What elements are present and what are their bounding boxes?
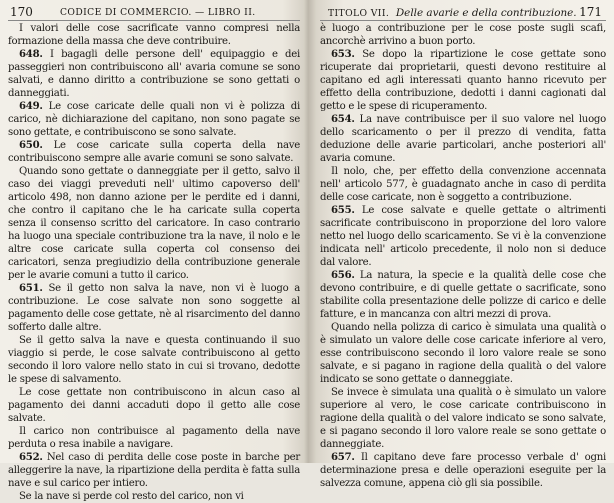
article-paragraph: [320, 386, 606, 451]
article-text: Le cose caricate delle quali non vi è polizza di carico, nè dichiarazione del capitano, non sono pagate se sono gettate, e contribuiscono se sono salvate.: [8, 101, 300, 138]
article-text: La nave contribuisce per il suo valore nel luogo dello scaricamento o per il prezzo di vendita, fatta deduzione delle avarie particolari, anche posteriori all' avaria comune.: [320, 114, 607, 164]
left-page-header: [8, 2, 300, 21]
article-paragraph: [320, 48, 606, 113]
article-text: Se la nave si perde col resto del carico, non vi: [19, 491, 244, 502]
article-paragraph: [320, 204, 606, 269]
article-number: 648.: [19, 48, 43, 60]
article-text: Il carico non contribuisce al pagamento della nave perduta o resa inabile a navigare.: [8, 426, 300, 450]
article-paragraph: [8, 139, 300, 165]
right-page-number: 171: [579, 5, 602, 19]
left-page-text: [8, 22, 300, 503]
article-paragraph: [8, 165, 300, 282]
article-text: Se invece è simulata una qualità o è simulato un valore superiore al vero, le cose caricate contribuiscono in ragione della qualità o del valore indicato se sono salvate, e si pagano secondo il loro valore reale se sono gettate o danneggiate.: [320, 387, 606, 450]
article-text: Se il getto non salva la nave, non vi è luogo a contribuzione. Le cose salvate non sono soggette al pagamento delle cose gettate, nè al risarcimento del danno sofferto dalle altre.: [8, 283, 300, 333]
article-paragraph: [8, 386, 300, 425]
right-running-head: [328, 7, 577, 19]
article-text: Nel caso di perdita delle cose poste in barche per alleggerire la nave, la ripartizione della perdita è fatta sulla nave e sul carico per intiero.: [8, 452, 301, 489]
article-text: Le cose caricate sulla coperta della nave contribuiscono sempre alle avarie comuni se sono salvate.: [8, 140, 300, 164]
article-text: I valori delle cose sacrificate vanno compresi nella formazione della massa che deve contribuire.: [8, 23, 300, 47]
article-paragraph: [8, 48, 300, 100]
article-paragraph: [8, 22, 300, 48]
article-number: 650.: [19, 139, 43, 151]
article-text: La natura, la specie e la qualità delle cose che devono contribuire, e di quelle gettate o sacrificate, sono stabilite colla presentazione delle polizze di carico e delle fatture, e in mancanza con altri mezzi di prova.: [320, 270, 607, 320]
article-paragraph: [8, 490, 300, 503]
left-running-head: CODICE DI COMMERCIO. — LIBRO II.: [60, 7, 256, 18]
article-number: 653.: [331, 48, 355, 60]
article-text: I bagagli delle persone dell' equipaggio e dei passeggieri non contribuiscono all' avaria comune se sono salvati, e danno diritto a contribuzione se sono gettati o danneggiati.: [8, 49, 300, 99]
article-paragraph: [8, 334, 300, 386]
right-page-text: [320, 22, 606, 490]
left-page-number: 170: [10, 5, 33, 19]
article-paragraph: [320, 269, 606, 321]
article-paragraph: [320, 22, 606, 48]
article-number: 652.: [19, 451, 43, 463]
article-number: 657.: [331, 451, 355, 463]
article-paragraph: [320, 165, 606, 204]
article-paragraph: [8, 451, 300, 490]
article-paragraph: [8, 282, 300, 334]
article-number: 649.: [19, 100, 43, 112]
article-paragraph: [8, 100, 300, 139]
article-text: Se dopo la ripartizione le cose gettate sono ricuperate dai proprietarii, questi devono restituire al capitano ed agli interessati quanto hanno ricevuto per effetto della contribuzione, dedotti i danni cagionati dal getto e le spese di ricuperamento.: [320, 49, 606, 112]
article-text: Quando sono gettate o danneggiate per il getto, salvo il caso dei viaggi preveduti nell' ultimo capoverso dell' articolo 498, non danno azione per le perdite ed i danni, che contro il capitano che le ha caricate sulla coperta senza il consenso scritto del caricatore. In caso contrario ha luogo una speciale contribuzione tra la nave, il nolo e le altre cose caricate sulla coperta col consenso dei caricatori, senza pregiudizio della contribuzione generale per le avarie comuni a tutto il carico.: [8, 166, 300, 281]
running-head-subtitle: Delle avarie e della contribuzione.: [395, 7, 577, 19]
article-paragraph: [320, 451, 606, 490]
article-text: Il nolo, che, per effetto della convenzione accennata nell' articolo 577, è guadagnato anche in caso di perdita delle cose caricate, non è soggetto a contribuzione.: [320, 166, 606, 203]
article-number: 655.: [331, 204, 355, 216]
article-text: è luogo a contribuzione per le cose poste sugli scafi, ancorchè arrivino a buon porto.: [320, 23, 606, 47]
article-text: Se il getto salva la nave e questa continuando il suo viaggio si perde, le cose salvate contribuiscono al getto secondo il loro valore nello stato in cui si trovano, dedotte le spese di salvamento.: [8, 335, 300, 385]
article-paragraph: [320, 113, 606, 165]
running-head-title: TITOLO VII.: [328, 8, 390, 19]
article-number: 654.: [331, 113, 355, 125]
article-text: Il capitano deve fare processo verbale d' ogni determinazione presa e delle operazioni eseguite per la salvezza comune, appena ciò gli sia possibile.: [320, 452, 607, 489]
article-text: Le cose gettate non contribuiscono in alcun caso al pagamento dei danni accaduti dopo il getto alle cose salvate.: [8, 387, 300, 424]
article-paragraph: [8, 425, 300, 451]
left-page: [8, 0, 301, 502]
right-page-header: [320, 2, 606, 21]
article-paragraph: [320, 321, 606, 386]
article-text: Le cose salvate e quelle gettate o altrimenti sacrificate contribuiscono in proporzione del loro valore netto nel luogo dello scaricamento. Se vi è la convenzione indicata nell' articolo precedente, il nolo non si deduce dal valore.: [320, 205, 607, 268]
right-page: [320, 0, 607, 489]
article-number: 651.: [19, 282, 43, 294]
article-text: Quando nella polizza di carico è simulata una qualità o è simulato un valore delle cose caricate inferiore al vero, esse contribuiscono secondo il loro valore reale se sono salvate, e si pagano in ragione della qualità o del valore indicato se sono gettate o danneggiate.: [320, 322, 606, 385]
article-number: 656.: [331, 269, 355, 281]
